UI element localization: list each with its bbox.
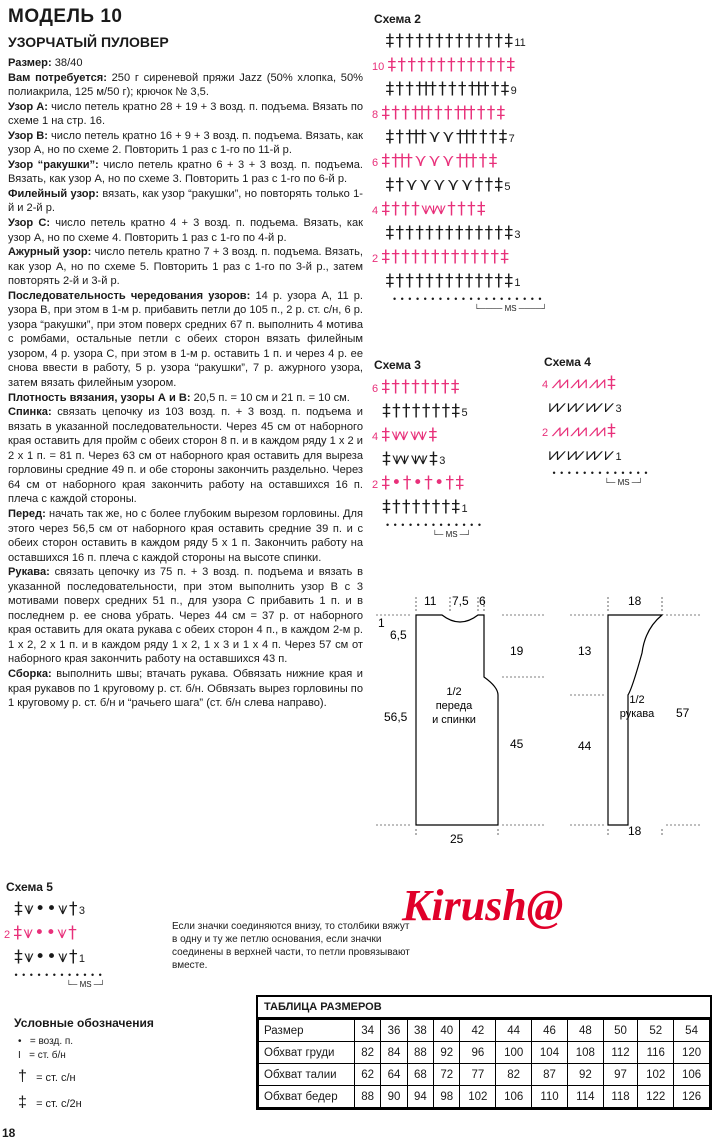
- scheme-2-chain-row: • • • • • • • • • • • • • • • • • • • •: [372, 294, 543, 304]
- table-cell: 88: [355, 1086, 381, 1108]
- legend-item-treble: ‡ = ст. с/2н: [18, 1094, 82, 1111]
- double-crochet-icon: †: [18, 1068, 27, 1085]
- page-subtitle: УЗОРЧАТЫЙ ПУЛОВЕР: [8, 34, 169, 50]
- instructions-text: [8, 56, 363, 711]
- instruction-paragraph: Узор А: число петель кратно 28 + 19 + 3 возд. п. подъема. Вязать по схеме 1 на стр. 16.: [8, 100, 363, 128]
- scheme-2-row-7: ‡ † ††† ⋎ ⋎ ††† † † ‡ 7: [372, 127, 515, 147]
- scheme-2-row-3: ‡ † † † † † † † † † † † ‡ 3: [372, 223, 521, 243]
- pattern-diagrams: [370, 585, 710, 845]
- table-cell: 98: [434, 1086, 460, 1108]
- scheme-5-row-3: ‡ ⩛ • • ⩛ † 3: [4, 899, 85, 919]
- instruction-paragraph: Рукава: связать цепочку из 75 п. + 3 возд. п. подъема и вязать в указанной последовательности, при этом выполнить узор В с 3 мотивами поверх средних 51 п., для узора С прибавить 1 п. и в последнем р. ее снова убрать. Через 44 см = 37 р. от наборного края оставить для оката рукава с обеих сторон 4 п., в каждом 2-м р. 1 х 2, 2 х 1 п. и в каждом ряду 1 х 2, 1 х 3 и 1 х 4 п. Через 57 см от наборного края закончить работу на оставшихся 43 п.: [8, 566, 363, 666]
- instruction-paragraph: Узор “ракушки”: число петель кратно 6 + 3 + 3 возд. п. подъема. Вязать, как узор А, но по схеме 3. Повторить 1 раз с 1-го по 6-й р.: [8, 158, 363, 186]
- instruction-paragraph: Плотность вязания, узоры А и В: 20,5 п. = 10 см и 21 п. = 10 см.: [8, 391, 350, 404]
- scheme-5-ms: └─ MS ─┘: [66, 980, 106, 989]
- sleeve-bottom-dim: 18: [628, 824, 642, 838]
- table-cell: 84: [381, 1042, 407, 1064]
- scheme-3-ms: └─ MS ─┘: [432, 530, 472, 539]
- table-cell: 108: [567, 1042, 603, 1064]
- table-cell: 54: [674, 1020, 710, 1042]
- instruction-paragraph: Сборка: выполнить швы; втачать рукава. Обвязать нижние края и края рукавов по 1 круговому р. ст. б/н. Обвязать вырез горловины по 1 круговому р. ст. б/н и “рачьего шага” (ст. б/н слева направо).: [8, 667, 363, 710]
- scheme-3-row-1: ‡ † † † † † † ‡ 1: [372, 497, 468, 517]
- scheme-2-ms: └──── MS ────┘: [474, 304, 548, 313]
- instruction-paragraph: Вам потребуется: 250 г сиреневой пряжи Jazz (50% хлопка, 50% полиакрила, 125 м/50 г); крючок № 3,5.: [8, 71, 363, 99]
- row-label: Обхват талии: [259, 1064, 355, 1086]
- scheme-3-row-5: ‡ † † † † † † ‡ 5: [372, 401, 468, 421]
- table-cell: 52: [638, 1020, 674, 1042]
- scheme-4-ms: └─ MS ─┘: [604, 478, 644, 487]
- scheme-3-row-2: 2 ‡ • † • † • † ‡: [372, 473, 462, 493]
- table-cell: 36: [381, 1020, 407, 1042]
- table-cell: 82: [496, 1064, 532, 1086]
- body-label-2: переда: [435, 700, 473, 712]
- scheme-2-row-4: 4 ‡ † † † ⩛⩛⩛ † † † ‡: [372, 199, 484, 219]
- sleeve-top-dim: 18: [628, 594, 642, 608]
- scheme-5: [4, 898, 164, 989]
- table-cell: 88: [407, 1042, 433, 1064]
- body-right-dim-2: 45: [510, 737, 524, 751]
- size-table-title: ТАБЛИЦА РАЗМЕРОВ: [258, 997, 710, 1019]
- scheme-3-chain-row: • • • • • • • • • • • • •: [372, 520, 482, 530]
- instruction-paragraph: Узор С: число петель кратно 4 + 3 возд. п. подъема. Вязать, как узор А, но по схеме 4. Повторить 1 раз с 1-го по 4-й р.: [8, 217, 363, 244]
- scheme-3-row-4: 4 ‡ ⩛⩛ ⩛⩛ ‡: [372, 425, 436, 445]
- instruction-paragraph: Ажурный узор: число петель кратно 7 + 3 возд. п. подъема. Вязать, как узор А, но по схеме 5. Повторить 1 раз с 1-го по 3-й р., затем повторять 2-й и 3-й р.: [8, 246, 364, 288]
- instruction-paragraph: Перед: начать так же, но с более глубоким вырезом горловины. Для этого через 56,5 см от наборного края оставить средние 39 п. и с обеих сторон оставить в каждом ряду 5 х 1 п. Закончить работу на оставшихся 16 п. плеча с каждой стороны на высоте спинки.: [8, 507, 363, 564]
- legend-item-chain: • = возд. п.: [18, 1036, 74, 1047]
- scheme-5-row-2: 2 ‡ ⩛ • • ⩛ †: [4, 923, 75, 943]
- scheme-2-row-6: 6 ‡ ††† ⋎ ⋎ ⋎ ††† † ‡: [372, 151, 496, 171]
- table-cell: 122: [638, 1086, 674, 1108]
- table-cell: 64: [381, 1064, 407, 1086]
- table-cell: 97: [603, 1064, 638, 1086]
- sleeve-right-dim: 57: [676, 706, 690, 720]
- table-cell: 106: [496, 1086, 532, 1108]
- table-cell: 34: [355, 1020, 381, 1042]
- body-neck-dim-2: 6,5: [390, 628, 407, 642]
- instruction-paragraph: Последовательность чередования узоров: 14 р. узора А, 11 р. узора В, при этом в 1-м р. прибавить петли до 105 п., 2 р. ст. с/н, 6 р. узора “ракушки”, при этом поверх средних 67 п. выполнить 4 мотива с ромбами, остальные петли с обеих сторон вязать филейным узором, 4 р. узора С, при этом в 1-м р. оставить 1 п. и через 4 р. ее снова ввести в работу, 5 р. узора “ракушки”, 7 р. ажурного узора, затем вязать филейным узором.: [8, 289, 363, 390]
- body-right-dim-1: 19: [510, 644, 524, 658]
- table-cell: 46: [532, 1020, 568, 1042]
- body-bottom-dim: 25: [450, 832, 464, 845]
- table-cell: 114: [567, 1086, 603, 1108]
- table-row: [259, 1064, 710, 1086]
- table-cell: 82: [355, 1042, 381, 1064]
- table-cell: 87: [532, 1064, 568, 1086]
- table-cell: 72: [434, 1064, 460, 1086]
- table-cell: 102: [460, 1086, 496, 1108]
- symbol-note: Если значки соединяются внизу, то столбики вяжут в одну и ту же петлю основания, если значки соединены в верхней части, то петли провязывают вместе.: [172, 921, 410, 971]
- table-cell: 38: [407, 1020, 433, 1042]
- scheme-4-title: Схема 4: [544, 355, 591, 369]
- legend-title: Условные обозначения: [14, 1016, 154, 1030]
- scheme-2-row-8: 8 ‡ † † ††† † † ††† † † ‡: [372, 103, 504, 123]
- table-cell: 112: [603, 1042, 638, 1064]
- table-cell: 42: [460, 1020, 496, 1042]
- sleeve-label-1: 1/2: [629, 694, 645, 706]
- scheme-2-row-9: ‡ † † ††† † † † ††† † ‡ 9: [372, 79, 517, 99]
- scheme-3-row-6: 6 ‡ † † † † † † ‡: [372, 377, 458, 397]
- table-cell: 92: [434, 1042, 460, 1064]
- legend-item-single: І = ст. б/н: [18, 1050, 66, 1061]
- scheme-2-row-5: ‡ † ⋎ ⋎ ⋎ ⋎ ⋎ † † ‡ 5: [372, 175, 511, 195]
- scheme-4-row-1: ⩗⩗ ⩗⩗ ⩗⩗ ⩗ 1: [542, 445, 622, 465]
- scheme-4-row-2: 2 ⩘⩘ ⩘⩘ ⩘⩘ ‡: [542, 421, 614, 441]
- table-cell: 118: [603, 1086, 638, 1108]
- scheme-3-row-3: ‡ ⩛⩛ ⩛⩛ ‡ 3: [372, 449, 446, 469]
- table-cell: 116: [638, 1042, 674, 1064]
- chain-stitch-icon: •: [18, 1036, 22, 1047]
- body-label-3: и спинки: [432, 714, 476, 726]
- page-number: 18: [2, 1126, 16, 1140]
- body-top-dim-3: 6: [479, 594, 486, 608]
- table-cell: 94: [407, 1086, 433, 1108]
- table-row: [259, 1042, 710, 1064]
- scheme-4: [542, 372, 707, 487]
- body-top-dim-1: 11: [424, 594, 437, 608]
- scheme-2-row-11: ‡ † † † † † † † † † † † ‡ 11: [372, 31, 526, 51]
- size-table: [256, 995, 712, 1110]
- scheme-2-title: Схема 2: [374, 12, 421, 26]
- legend-item-double: † = ст. с/н: [18, 1068, 76, 1085]
- body-left-dim: 56,5: [384, 710, 408, 724]
- table-cell: 102: [638, 1064, 674, 1086]
- table-cell: 96: [460, 1042, 496, 1064]
- scheme-2: [372, 30, 622, 313]
- row-label: Обхват бедер: [259, 1086, 355, 1108]
- watermark: Kirush@: [402, 881, 564, 930]
- sleeve-label-2: рукава: [619, 708, 655, 720]
- table-cell: 40: [434, 1020, 460, 1042]
- sleeve-piece-outline: [608, 615, 662, 825]
- row-label: Обхват груди: [259, 1042, 355, 1064]
- body-label-1: 1/2: [446, 686, 462, 698]
- scheme-2-row-10: 10 ‡ † † † † † † † † † † † ‡: [372, 55, 513, 75]
- table-cell: 106: [674, 1064, 710, 1086]
- table-cell: 77: [460, 1064, 496, 1086]
- instruction-paragraph: Спинка: связать цепочку из 103 возд. п. + 3 возд. п. подъема и вязать в указанной последовательности. Через 45 см от наборного края оставить для пройм с обеих сторон 8 п. и в каждом ряду 1 х 2 и 2 х 1 п. = 81 п. Через 63 см от наборного края оставить для выреза горловины средние 49 п. и обе стороны закончить раздельно. Через 64 см от наборного края закончить работу на оставшихся 16 п. плеча с каждой стороны.: [8, 406, 363, 506]
- table-cell: 92: [567, 1064, 603, 1086]
- body-top-dim-2: 7,5: [452, 594, 469, 608]
- scheme-4-row-3: ⩗⩗ ⩗⩗ ⩗⩗ ⩗ 3: [542, 397, 622, 417]
- scheme-4-row-4: 4 ⩘⩘ ⩘⩘ ⩘⩘ ‡: [542, 373, 614, 393]
- table-cell: 48: [567, 1020, 603, 1042]
- row-label: Размер: [259, 1020, 355, 1042]
- table-row: [259, 1020, 710, 1042]
- scheme-5-chain-row: • • • • • • • • • • • •: [4, 970, 103, 980]
- table-cell: 62: [355, 1064, 381, 1086]
- table-cell: 68: [407, 1064, 433, 1086]
- body-neck-dim-1: 1: [378, 616, 385, 630]
- table-row: [259, 1086, 710, 1108]
- table-cell: 126: [674, 1086, 710, 1108]
- size-table-grid: [258, 1019, 710, 1108]
- instruction-paragraph: Филейный узор: вязать, как узор “ракушки”, но повторять только 1-й и 2-й р.: [8, 187, 363, 215]
- table-cell: 44: [496, 1020, 532, 1042]
- scheme-5-title: Схема 5: [6, 880, 53, 894]
- page-title: МОДЕЛЬ 10: [8, 6, 123, 27]
- table-cell: 100: [496, 1042, 532, 1064]
- scheme-4-chain-row: • • • • • • • • • • • • •: [542, 468, 649, 478]
- sleeve-left-dim-2: 44: [578, 739, 592, 753]
- single-crochet-icon: І: [18, 1050, 21, 1061]
- table-cell: 90: [381, 1086, 407, 1108]
- instruction-paragraph: Узор В: число петель кратно 16 + 9 + 3 возд. п. подъема. Вязать, как узор А, но по схеме 2. Повторить 1 раз с 1-го по 11-й р.: [8, 129, 363, 157]
- scheme-5-row-1: ‡ ⩛ • • ⩛ † 1: [4, 947, 85, 967]
- scheme-3: [372, 376, 532, 539]
- scheme-2-row-2: 2 ‡ † † † † † † † † † † † ‡: [372, 247, 507, 267]
- treble-crochet-icon: ‡: [18, 1094, 27, 1111]
- instruction-paragraph: Размер: 38/40: [8, 57, 83, 69]
- table-cell: 50: [603, 1020, 638, 1042]
- table-cell: 104: [532, 1042, 568, 1064]
- sleeve-left-dim-1: 13: [578, 644, 592, 658]
- scheme-2-row-1: ‡ † † † † † † † † † † † ‡ 1: [372, 271, 521, 291]
- table-cell: 110: [532, 1086, 568, 1108]
- table-cell: 120: [674, 1042, 710, 1064]
- scheme-3-title: Схема 3: [374, 358, 421, 372]
